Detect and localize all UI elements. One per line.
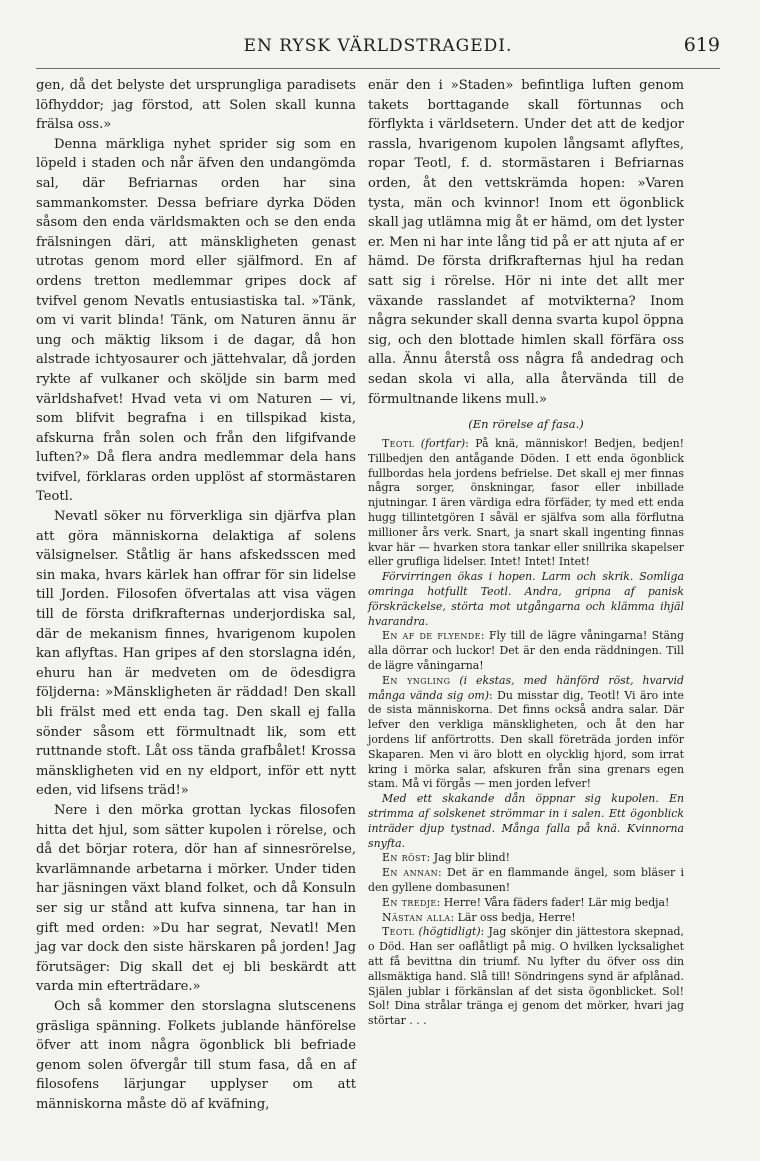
speaker: Nästan alla: [382, 910, 451, 924]
speech: : Herre! Våra fäders fader! Lär mig bedja!: [436, 895, 670, 909]
running-title: EN RYSK VÄRLDSTRAGEDI.: [243, 36, 513, 56]
dialogue-line: [368, 911, 684, 926]
page-number: 619: [683, 34, 720, 56]
speech: : Du misstar dig, Teotl! Vi äro inte de sista människorna. Det finns också andra salar. Där lefver den verkliga mänskligheten, och åt den har jordens lif anförtrotts. Den skall företräda jorden inför Skaparen. Men vi äro blott en olycklig hjord, som irrat kring i mörka salar, afskuren från sina grenars egen stam. Må vi förgås — men jorden lefver!: [368, 688, 684, 791]
speech: : Jag skönjer din jättestora skepnad, o Död. Han ser oaflåtligt på mig. O hvilken lycksalighet att få bevittna din triumf. Nu lyfter du öfver oss din allsmäktiga hand. Slå till! Söndringens synd är afplånad. Själen jublar i förkänslan af det sista ögonblicket. Sol! Sol! Dina strålar tränga ej genom det mörker, hvari jag störtar . . .: [368, 925, 684, 1028]
dialogue-line: [368, 866, 684, 896]
stage-note: Med ett skakande dån öppnar sig kupolen. En strimma af solskenet strömmar in i salen. Ett ögonblick inträder djup tystnad. Många falla på knä. Kvinnorna snyfta.: [368, 792, 684, 850]
right-paragraph: enär den i »Staden» befintliga luften genom takets borttagande skall förtunnas och förflykta i världsetern. Under det att de kedjor rassla, hvarigenom kupolen långsamt aflyftes, ropar Teotl, f. d. stormästaren i Befriarnas orden, åt den vettskrämda hopen: »Varen tysta, män och kvinnor! Inom ett ögonblick skall jag utlämna mig åt er hämd, om det lyster er. Men ni har inte lång tid på er att njuta af er hämd. De första drifkrafternas hjul ha redan satt sig i rörelse. Hör ni inte det allt mer växande rasslandet af motvikterna? Inom några sekunder skall denna svarta kupol öppna sig, och den blottade himlen skall förfära oss alla. Ännu återstå oss några få andedrag och sedan skola vi alla, alla återvända till de förmultnande likens mull.»: [368, 78, 684, 407]
dialogue-line: [368, 629, 684, 673]
speech: : Fly till de lägre våningarna! Stäng alla dörrar och luckor! Det är den enda räddningen. Till de lägre våningarna!: [368, 629, 685, 673]
speaker: En annan: [382, 866, 438, 880]
dialogue-line: [368, 674, 684, 792]
dialogue-line: [368, 437, 684, 570]
left-column: [36, 76, 356, 1114]
speech: : På knä, människor! Bedjen, bedjen! Tillbedjen den antågande Döden. I ett enda ögonblick fullbordas hela jordens befrielse. Det skall ej mer finnas några sorger, önskningar, fasor eller inbillade njutningar. I ären värdiga edra förfäder, ty med ett enda hugg tillintetgören I såväl er själfva som alla förflutna millioner års verk. Snart, ja snart skall ingenting finnas kvar här — hvarken stora tankar eller snillrika skapelser eller grufliga lidelser. Intet! Intet! Intet!: [368, 437, 685, 569]
speech: : Jag blir blind!: [426, 851, 510, 865]
page-header: [36, 32, 720, 62]
left-paragraph: Nere i den mörka grottan lyckas filosofen hitta det hjul, som sätter kupolen i rörelse, och då det börjar rotera, dör han af sinnesrörelse, kvarlämnande arbetarna i mörker. Under tiden har jäsningen växt bland folket, och då Konsuln ser sig ur stånd att kufva sinnena, tar han in gift med orden: »Du har segrat, Nevatl! Men jag var dock den siste härskaren på jorden! Jag förutsäger: Dig skall det ej bli beskärdt att varda min efterträdare.»: [36, 802, 356, 995]
dialogue-block: [368, 437, 684, 1029]
aside: (fortfar): [420, 437, 466, 451]
speaker: Teotl: [382, 437, 415, 451]
dialogue-line: [368, 896, 684, 911]
aside: (i ekstas, med hänförd röst, hvarvid många vända sig om): [368, 673, 684, 702]
left-paragraph: gen, då det belyste det ursprungliga paradisets löfhyddor; jag förstod, att Solen skall kunna frälsa oss.»: [36, 78, 356, 133]
dialogue-line: [368, 925, 684, 1029]
right-column: [368, 76, 684, 1029]
speaker: En yngling: [382, 673, 451, 687]
speaker: En af de flyende: [382, 629, 481, 643]
aside: (högtidligt): [418, 925, 481, 939]
header-rule: [36, 68, 720, 69]
stage-note: Förvirringen ökas i hopen. Larm och skrik. Somliga omringa hotfullt Teotl. Andra, gripna af panisk förskräckelse, störta mot utgångarna och klämma ihjäl hvarandra.: [368, 570, 684, 628]
speech: : Det är en flammande ängel, som bläser i den gyllene dombasunen!: [368, 866, 685, 894]
left-paragraph: Och så kommer den storslagna slutscenens gräsliga spänning. Folkets jublande hänförelse öfver att inom några ögonblick bli befriade genom solen öfvergår till stum fasa, då en af filosofens lärjungar upplyser om att människorna måste dö af kväfning,: [36, 998, 356, 1112]
dialogue-line: [368, 851, 684, 866]
left-paragraph: Denna märkliga nyhet sprider sig som en löpeld i staden och når äfven den undangömda sal, där Befriarnas orden har sina sammankomster. Dessa befriare dyrka Döden såsom den enda världsmakten och se den enda frälsningen däri, att mänskligheten genast utrotas genom mord eller själfmord. En af ordens tretton medlemmar gripes dock af tvifvel genom Nevatls entusiastiska tal. »Tänk, om vi varit blinda! Tänk, om Naturen ännu är ung och mäktig liksom i de dagar, då hon alstrade ichtyosaurer och jättehvalar, då jorden rykte af vulkaner och sköljde sin barm med världshafvet! Hvad veta vi om Naturen — vi, som blifvit begrafna i en tillspikad kista, afskurna från solen och från den lifgifvande luften?» Då flera andra medlemmar dela hans tvifvel, förklaras orden upplöst af stormästaren Teotl.: [36, 136, 356, 505]
speaker: En tredje: [382, 895, 437, 909]
speech: : Lär oss bedja, Herre!: [450, 910, 576, 924]
speaker: Teotl: [382, 925, 415, 939]
stage-direction: (En rörelse af fasa.): [468, 417, 584, 432]
left-paragraph: Nevatl söker nu förverkliga sin djärfva plan att göra människorna delaktiga af solens välsignelser. Ståtlig är hans afskedsscen med sin maka, hvars kärlek han offrar för sin lidelse till Jorden. Filosofen öfvertalas att visa vägen till de första drifkrafternas underjordiska sal, där de mekanism finnes, hvarigenom kupolen kan aflyftas. Han gripes af den storslagna idén, ehuru han är medveten om de ödesdigra följderna: »Mänskligheten är räddad! Den skall bli frälst med ett enda tag. Den skall ej falla sönder såsom ett förmultnadt lik, som ett ruttnande stoft. Låt oss tända grafbålet! Krossa mänskligheten vid en ny eldport, inför ett nytt eden, vid lifsens träd!»: [36, 509, 356, 799]
speaker: En röst: [382, 851, 427, 865]
